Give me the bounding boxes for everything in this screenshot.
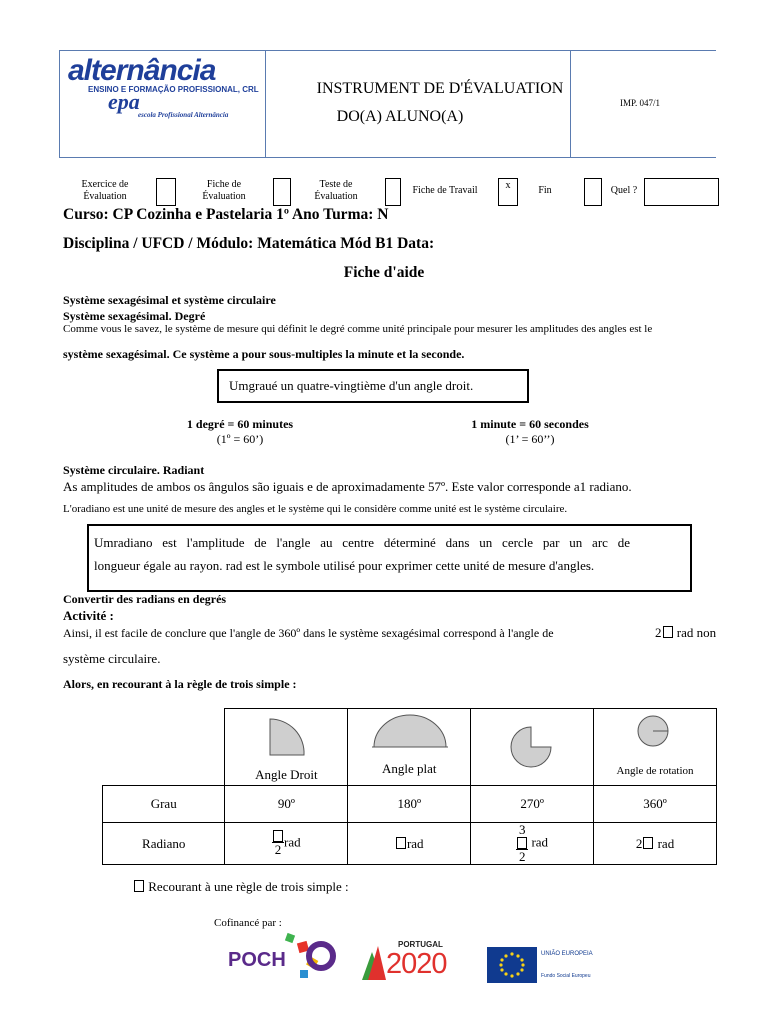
checkbox-teste[interactable]	[385, 178, 401, 206]
cell-angle-rotation	[594, 709, 717, 786]
pi-symbol-icon	[396, 837, 406, 849]
cofinance-label: Cofinancé par :	[214, 917, 282, 929]
grau-180: 180º	[348, 786, 471, 823]
pi-symbol-icon	[273, 830, 283, 842]
checkbox-label-quel: Quel ?	[610, 185, 638, 196]
logo-main-text: alternância	[68, 54, 216, 87]
section2-paragraph1: As amplitudes de ambos os ângulos são iguais e de aproximadamente 57º. Este valor corresponde a1 radiano.	[63, 479, 632, 494]
header-angle-droit: Angle Droit	[255, 767, 318, 782]
section1-paragraph: Comme vous le savez, le système de mesure qui définit le degré comme unité principale pour mesurer les amplitudes des angles est le	[63, 323, 653, 335]
definition-radian-line1: Umradiano est l'amplitude de l'angle au centre déterminé dans un cercle par un arc de	[94, 535, 630, 550]
rule-of-three-line: Alors, en recourant à la règle de trois simple :	[63, 677, 297, 691]
section3-heading: Convertir des radians en degrés	[63, 592, 227, 606]
section2-paragraph2: L'oradiano est une unité de mesure des angles et le système qui le considère comme unité est le système circulaire.	[63, 503, 568, 515]
checkbox-fiche-travail[interactable]: x	[498, 178, 518, 206]
year-text: 2020	[386, 948, 447, 980]
equation-minute: 1 minute = 60 secondes	[471, 417, 589, 431]
document-title: Fiche d'aide	[343, 264, 425, 281]
eu-line2: Fundo Social Europeu	[541, 973, 591, 979]
cell-angle-droit	[225, 709, 348, 786]
checkbox-label-fiche-travail: Fiche de Travail	[412, 185, 478, 196]
section3-paragraph1: Ainsi, il est facile de conclure que l'angle de 360º dans le système sexagésimal correspond à l'angle de	[63, 626, 554, 640]
table-row-shapes	[103, 709, 717, 786]
activity-label: Activité :	[63, 608, 114, 623]
pi-symbol-icon	[663, 626, 673, 638]
definition-degree-text: Umgraué un quatre-vingtième d'un angle droit.	[229, 378, 474, 393]
equation-minute-symbol: (1’ = 60’’)	[505, 432, 555, 446]
header-angle-plat: Angle plat	[381, 761, 437, 776]
radiano-180: rad	[348, 823, 471, 865]
quel-input[interactable]	[644, 178, 719, 206]
bullet-icon	[134, 880, 144, 892]
form-title-line1: INSTRUMENT DE D'ÉVALUATION	[316, 80, 564, 97]
eu-logo	[487, 947, 601, 987]
grau-270: 270º	[471, 786, 594, 823]
section2-heading: Système circulaire. Radiant	[63, 463, 205, 477]
table-row	[103, 823, 717, 865]
checkbox-fiche-evaluation[interactable]	[273, 178, 291, 206]
equation-degree-symbol: (1º = 60’)	[216, 432, 264, 446]
checkbox-label-fin: Fin	[538, 185, 552, 196]
definition-box-degree	[217, 369, 529, 403]
radiano-360: 2 rad	[594, 823, 717, 865]
full-circle-icon	[636, 713, 672, 749]
portugal-text: PORTUGAL	[398, 940, 443, 949]
table-row	[103, 786, 717, 823]
eu-line1: UNIÃO EUROPEIA	[541, 951, 593, 957]
section1-subheading: Système sexagésimal. Degré	[63, 309, 206, 323]
discipline-line: Disciplina / UFCD / Módulo: Matemática Mód B1 Data:	[63, 235, 435, 252]
logo-epa-text: epa	[108, 89, 140, 114]
logo-sub-text: ENSINO E FORMAÇÃO PROFISSIONAL, CRL	[88, 85, 259, 94]
logo	[66, 56, 261, 126]
section1-bold-paragraph: système sexagésimal. Ce système a pour sous-multiples la minute et la seconde.	[63, 347, 465, 361]
checkbox-fin[interactable]	[584, 178, 602, 206]
portugal-2020-mark-icon	[358, 942, 388, 984]
pi-symbol-icon	[643, 837, 653, 849]
checkbox-exercice[interactable]	[156, 178, 176, 206]
right-angle-quarter-icon	[268, 717, 308, 757]
checkbox-label-fiche-evaluation: Fiche de Évaluation	[202, 179, 246, 202]
checkbox-label-teste: Teste de Évaluation	[314, 179, 358, 202]
logo-epa-sub-text: escola Profissional Alternância	[138, 111, 229, 119]
section1-heading: Système sexagésimal et système circulaire	[63, 293, 276, 307]
checkbox-label-exercice: Exercice de Évaluation	[81, 179, 129, 202]
cell-270	[471, 709, 594, 786]
portugal-2020-logo	[358, 938, 470, 984]
grau-360: 360º	[594, 786, 717, 823]
definition-box-radian	[87, 524, 692, 592]
eu-flag-icon	[487, 947, 537, 983]
course-line: Curso: CP Cozinha e Pastelaria 1º Ano Turma: N	[63, 206, 389, 223]
row-label-grau: Grau	[103, 786, 225, 823]
radiano-270: $\frac{3}{2}$ rad	[471, 823, 594, 865]
section3-paragraph1-end: 2 rad non	[655, 625, 717, 640]
row-label-radiano: Radiano	[103, 823, 225, 865]
form-title-line2: DO(A) ALUNO(A)	[336, 108, 464, 125]
section3-paragraph2: système circulaire.	[63, 651, 161, 666]
radiano-90: 2 rad	[225, 823, 348, 865]
half-circle-icon	[372, 713, 448, 753]
form-code: IMP. 047/1	[620, 98, 661, 108]
equation-degree: 1 degré = 60 minutes	[186, 417, 294, 431]
poch-logo	[226, 930, 340, 985]
grau-90: 90º	[225, 786, 348, 823]
pi-symbol-icon	[517, 837, 527, 849]
cell-angle-plat	[348, 709, 471, 786]
angle-table	[102, 708, 717, 865]
poch-text: POCH	[228, 949, 286, 971]
rule-of-three-note: Recourant à une règle de trois simple :	[133, 879, 349, 895]
header-angle-rotation: Angle de rotation	[616, 765, 694, 777]
definition-radian-line2: longueur égale au rayon. rad est le symbole utilisé pour exprimer cette unité de mesure d'angles.	[94, 558, 595, 573]
three-quarter-circle-icon	[509, 725, 553, 769]
